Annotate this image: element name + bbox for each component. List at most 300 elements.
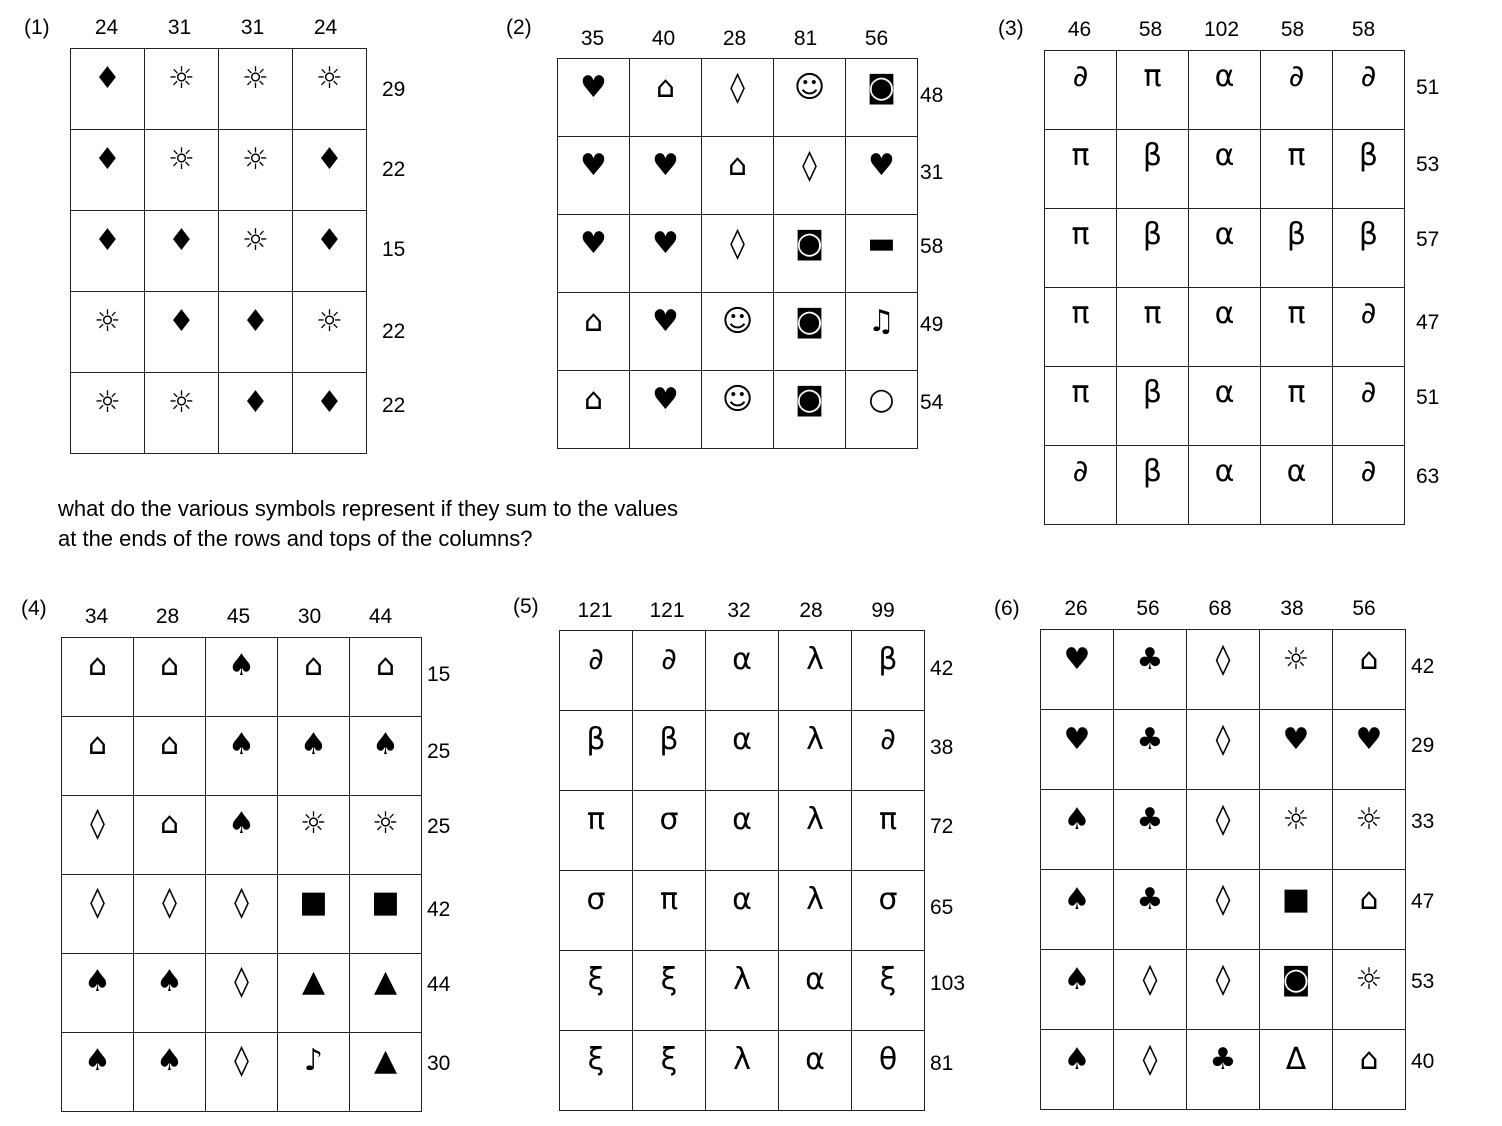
puzzle-4-column-sum: 30 xyxy=(297,605,322,628)
grid-cell xyxy=(1333,288,1405,367)
grid-cell xyxy=(1187,630,1260,710)
cell-symbol: ξ xyxy=(587,962,605,997)
puzzle-4-grid xyxy=(61,637,422,1112)
grid-row xyxy=(1041,1030,1406,1110)
puzzle-2-column-sum: 28 xyxy=(722,27,747,50)
cell-symbol: ♣ xyxy=(1136,882,1164,917)
puzzle-6-column-sum: 38 xyxy=(1280,597,1304,620)
grid-cell xyxy=(293,292,367,373)
grid-cell xyxy=(350,796,422,875)
grid-cell xyxy=(278,796,350,875)
cell-symbol: ☼ xyxy=(316,304,343,339)
puzzle-3-row-sum: 47 xyxy=(1416,311,1440,334)
grid-cell xyxy=(71,49,145,130)
grid-cell xyxy=(278,1033,350,1112)
cell-symbol: ☼ xyxy=(168,61,195,96)
puzzle-6-row-sum: 53 xyxy=(1411,970,1435,993)
cell-symbol: ☼ xyxy=(94,385,121,420)
cell-symbol: ▬ xyxy=(867,226,896,261)
grid-cell xyxy=(1333,130,1405,209)
cell-symbol: λ xyxy=(806,722,824,757)
cell-symbol: ♠ xyxy=(84,1043,111,1078)
cell-symbol: ∂ xyxy=(880,722,896,757)
grid-cell xyxy=(1114,630,1187,710)
puzzle-5-row-sum: 42 xyxy=(930,657,954,680)
cell-symbol: ◊ xyxy=(1215,882,1231,917)
grid-cell xyxy=(852,791,925,871)
puzzle-3-row-sum: 51 xyxy=(1416,76,1440,99)
cell-symbol: ☼ xyxy=(242,142,269,177)
puzzle-6-column-sum: 26 xyxy=(1064,597,1088,620)
grid-row xyxy=(560,871,925,951)
grid-cell xyxy=(62,796,134,875)
puzzle-3-row-sum: 57 xyxy=(1416,228,1440,251)
cell-symbol: ⌂ xyxy=(583,304,604,339)
puzzle-2-row-sum: 48 xyxy=(920,84,944,107)
puzzle-5-column-sum: 28 xyxy=(799,599,823,622)
grid-row xyxy=(1045,130,1405,209)
cell-symbol: ♥ xyxy=(580,148,607,183)
grid-cell xyxy=(1260,790,1333,870)
grid-cell xyxy=(1117,367,1189,446)
cell-symbol: π xyxy=(1287,375,1306,410)
grid-cell xyxy=(558,371,630,449)
cell-symbol: ◊ xyxy=(730,70,745,105)
cell-symbol: ⌂ xyxy=(583,382,604,417)
cell-symbol: α xyxy=(732,802,752,837)
grid-cell xyxy=(1261,209,1333,288)
cell-symbol: λ xyxy=(733,962,751,997)
cell-symbol: π xyxy=(1143,296,1162,331)
puzzle-1-column-sum: 31 xyxy=(167,16,192,39)
grid-cell xyxy=(1260,1030,1333,1110)
puzzle-5-label: (5) xyxy=(513,595,539,618)
question-text xyxy=(58,494,678,554)
grid-cell xyxy=(1333,1030,1406,1110)
puzzle-4-column-sum: 28 xyxy=(155,605,180,628)
grid-row xyxy=(1045,209,1405,288)
grid-cell xyxy=(779,791,852,871)
cell-symbol: ⌂ xyxy=(1359,1042,1379,1077)
puzzle-1-column-sum: 31 xyxy=(240,16,265,39)
grid-cell xyxy=(1260,870,1333,950)
grid-cell xyxy=(630,137,702,215)
cell-symbol: π xyxy=(878,802,898,837)
cell-symbol: π xyxy=(586,802,606,837)
cell-symbol: ♥ xyxy=(652,382,679,417)
puzzle-1-column-sum: 24 xyxy=(313,16,338,39)
grid-cell xyxy=(145,49,219,130)
cell-symbol: ◊ xyxy=(234,885,249,920)
puzzle-5-row-sum: 38 xyxy=(930,736,954,759)
grid-cell xyxy=(134,717,206,796)
grid-cell xyxy=(1187,710,1260,790)
cell-symbol: α xyxy=(732,642,752,677)
grid-cell xyxy=(560,1031,633,1111)
grid-cell xyxy=(1041,630,1114,710)
cell-symbol: β xyxy=(659,722,679,757)
cell-symbol: ◊ xyxy=(1215,802,1231,837)
cell-symbol: ■ xyxy=(1281,882,1311,917)
cell-symbol: ♥ xyxy=(868,148,895,183)
cell-symbol: ♥ xyxy=(652,226,679,261)
cell-symbol: α xyxy=(1214,296,1235,331)
cell-symbol: ♦ xyxy=(94,223,121,258)
grid-row xyxy=(1045,51,1405,130)
cell-symbol: ♠ xyxy=(156,964,183,999)
puzzle-4-row-sum: 44 xyxy=(427,973,451,996)
grid-cell xyxy=(706,871,779,951)
grid-cell xyxy=(134,796,206,875)
cell-symbol: ⌂ xyxy=(159,648,180,683)
grid-cell xyxy=(702,293,774,371)
cell-symbol: ◊ xyxy=(1215,722,1231,757)
cell-symbol: ξ xyxy=(660,1042,678,1077)
puzzle-4-row-sum: 15 xyxy=(427,663,451,686)
cell-symbol: ◊ xyxy=(90,885,105,920)
grid-cell xyxy=(630,215,702,293)
grid-cell xyxy=(774,137,846,215)
cell-symbol: ♥ xyxy=(1063,642,1091,677)
puzzle-3-column-sum: 102 xyxy=(1203,18,1240,41)
grid-cell xyxy=(62,717,134,796)
grid-cell xyxy=(1187,870,1260,950)
cell-symbol: ☼ xyxy=(168,385,195,420)
cell-symbol: ♠ xyxy=(1063,802,1091,837)
cell-symbol: α xyxy=(1214,138,1235,173)
puzzle-6-label: (6) xyxy=(994,597,1020,620)
cell-symbol: ♠ xyxy=(372,727,399,762)
grid-cell xyxy=(62,1033,134,1112)
cell-symbol: β xyxy=(1142,375,1163,410)
cell-symbol: ⌂ xyxy=(655,70,676,105)
cell-symbol: ∂ xyxy=(1072,59,1089,94)
puzzle-5-column-sum: 121 xyxy=(649,599,685,622)
cell-symbol: ◊ xyxy=(802,148,817,183)
cell-symbol: ⌂ xyxy=(87,727,108,762)
cell-symbol: σ xyxy=(659,802,679,837)
cell-symbol: ■ xyxy=(371,885,400,920)
grid-cell xyxy=(633,631,706,711)
puzzle-3-row-sum: 51 xyxy=(1416,386,1440,409)
cell-symbol: ◙ xyxy=(1281,962,1311,997)
cell-symbol: ☼ xyxy=(1282,802,1310,837)
cell-symbol: ♥ xyxy=(652,148,679,183)
cell-symbol: ☼ xyxy=(1282,642,1310,677)
grid-cell xyxy=(852,711,925,791)
grid-cell xyxy=(293,211,367,292)
grid-cell xyxy=(1189,209,1261,288)
grid-cell xyxy=(1260,630,1333,710)
grid-cell xyxy=(1333,51,1405,130)
grid-cell xyxy=(293,49,367,130)
cell-symbol: β xyxy=(586,722,606,757)
grid-row xyxy=(62,954,422,1033)
grid-row xyxy=(62,875,422,954)
puzzle-2-column-sum: 81 xyxy=(793,27,818,50)
cell-symbol: ◊ xyxy=(162,885,177,920)
cell-symbol: ♥ xyxy=(1282,722,1310,757)
grid-cell xyxy=(206,796,278,875)
grid-cell xyxy=(1117,130,1189,209)
cell-symbol: ☺ xyxy=(721,382,754,417)
puzzle-2-row-sum: 58 xyxy=(920,235,944,258)
grid-row xyxy=(1045,446,1405,525)
puzzle-3-row-sum: 53 xyxy=(1416,153,1440,176)
grid-cell xyxy=(1261,288,1333,367)
puzzle-2-label: (2) xyxy=(506,16,532,39)
grid-row xyxy=(62,796,422,875)
cell-symbol: ♠ xyxy=(1063,962,1091,997)
cell-symbol: ♠ xyxy=(1063,882,1091,917)
cell-symbol: ◊ xyxy=(1215,962,1231,997)
grid-cell xyxy=(71,292,145,373)
grid-cell xyxy=(1333,870,1406,950)
grid-cell xyxy=(706,791,779,871)
grid-cell xyxy=(1114,950,1187,1030)
cell-symbol: θ xyxy=(878,1042,898,1077)
cell-symbol: ◊ xyxy=(1215,642,1231,677)
puzzle-1-label: (1) xyxy=(24,16,50,39)
cell-symbol: α xyxy=(805,962,825,997)
cell-symbol: ♠ xyxy=(228,648,255,683)
grid-cell xyxy=(350,875,422,954)
cell-symbol: ☼ xyxy=(372,806,399,841)
cell-symbol: ⌂ xyxy=(159,727,180,762)
grid-cell xyxy=(1045,51,1117,130)
puzzle-6-column-sum: 68 xyxy=(1208,597,1232,620)
cell-symbol: ◙ xyxy=(794,304,825,339)
grid-cell xyxy=(633,791,706,871)
cell-symbol: ♫ xyxy=(868,304,895,339)
cell-symbol: ▲ xyxy=(301,964,326,999)
cell-symbol: ♣ xyxy=(1136,722,1164,757)
grid-cell xyxy=(846,215,918,293)
grid-cell xyxy=(633,951,706,1031)
cell-symbol: ⌂ xyxy=(159,806,180,841)
grid-cell xyxy=(558,137,630,215)
puzzle-2-column-sum: 40 xyxy=(651,27,676,50)
cell-symbol: ♣ xyxy=(1136,642,1164,677)
cell-symbol: ⌂ xyxy=(1359,882,1379,917)
grid-cell xyxy=(1041,870,1114,950)
grid-cell xyxy=(293,373,367,454)
grid-cell xyxy=(779,1031,852,1111)
cell-symbol: ♪ xyxy=(303,1043,324,1078)
grid-cell xyxy=(278,954,350,1033)
puzzle-5-column-sum: 121 xyxy=(577,599,613,622)
grid-cell xyxy=(630,371,702,449)
grid-row xyxy=(62,638,422,717)
grid-row xyxy=(558,137,918,215)
cell-symbol: ▲ xyxy=(373,1043,398,1078)
grid-cell xyxy=(706,711,779,791)
cell-symbol: β xyxy=(1142,138,1163,173)
cell-symbol: α xyxy=(732,882,752,917)
puzzle-6-row-sum: 40 xyxy=(1411,1050,1435,1073)
puzzle-6-row-sum: 33 xyxy=(1411,810,1435,833)
cell-symbol: ◙ xyxy=(794,382,825,417)
cell-symbol: ☼ xyxy=(1355,962,1383,997)
grid-cell xyxy=(1041,790,1114,870)
puzzle-1-grid xyxy=(70,48,367,454)
cell-symbol: ♥ xyxy=(580,226,607,261)
grid-row xyxy=(62,717,422,796)
grid-cell xyxy=(219,49,293,130)
grid-cell xyxy=(1045,288,1117,367)
grid-cell xyxy=(633,871,706,951)
grid-cell xyxy=(1114,710,1187,790)
grid-cell xyxy=(774,293,846,371)
grid-cell xyxy=(1261,130,1333,209)
grid-cell xyxy=(1333,630,1406,710)
grid-cell xyxy=(1045,130,1117,209)
grid-cell xyxy=(1333,950,1406,1030)
grid-cell xyxy=(134,875,206,954)
grid-cell xyxy=(71,130,145,211)
cell-symbol: α xyxy=(1286,454,1307,489)
cell-symbol: ♠ xyxy=(300,727,327,762)
puzzle-3-grid xyxy=(1044,50,1405,525)
cell-symbol: ♣ xyxy=(1136,802,1164,837)
cell-symbol: ◙ xyxy=(866,70,897,105)
grid-cell xyxy=(779,631,852,711)
grid-cell xyxy=(846,59,918,137)
puzzle-1-column-sum: 24 xyxy=(94,16,119,39)
grid-cell xyxy=(846,137,918,215)
grid-row xyxy=(560,711,925,791)
puzzle-3-column-sum: 58 xyxy=(1351,18,1376,41)
cell-symbol: α xyxy=(1214,217,1235,252)
puzzle-1-row-sum: 22 xyxy=(382,394,406,417)
grid-cell xyxy=(1117,446,1189,525)
cell-symbol: ☼ xyxy=(300,806,327,841)
grid-cell xyxy=(71,373,145,454)
grid-cell xyxy=(633,1031,706,1111)
grid-cell xyxy=(350,638,422,717)
grid-cell xyxy=(1261,446,1333,525)
grid-row xyxy=(62,1033,422,1112)
cell-symbol: ♠ xyxy=(228,727,255,762)
cell-symbol: ♥ xyxy=(1355,722,1383,757)
grid-cell xyxy=(1333,446,1405,525)
grid-cell xyxy=(852,871,925,951)
cell-symbol: ▲ xyxy=(373,964,398,999)
puzzle-1-row-sum: 15 xyxy=(382,238,406,261)
grid-row xyxy=(558,293,918,371)
cell-symbol: ♦ xyxy=(316,223,343,258)
grid-row xyxy=(560,791,925,871)
cell-symbol: π xyxy=(1287,296,1306,331)
grid-cell xyxy=(706,951,779,1031)
grid-cell xyxy=(278,875,350,954)
grid-row xyxy=(1045,367,1405,446)
cell-symbol: β xyxy=(1142,217,1163,252)
grid-cell xyxy=(558,215,630,293)
puzzle-2-column-sum: 56 xyxy=(864,27,889,50)
puzzle-4-row-sum: 25 xyxy=(427,815,451,838)
cell-symbol: ∂ xyxy=(1360,454,1377,489)
question-line-2: at the ends of the rows and tops of the columns? xyxy=(58,526,533,551)
cell-symbol: ∂ xyxy=(1288,59,1305,94)
cell-symbol: α xyxy=(1214,59,1235,94)
puzzle-4-column-sum: 44 xyxy=(368,605,393,628)
grid-cell xyxy=(1045,367,1117,446)
cell-symbol: ⌂ xyxy=(727,148,748,183)
grid-cell xyxy=(1187,790,1260,870)
grid-cell xyxy=(206,1033,278,1112)
cell-symbol: ◙ xyxy=(794,226,825,261)
puzzle-5-row-sum: 65 xyxy=(930,896,954,919)
grid-cell xyxy=(774,371,846,449)
cell-symbol: λ xyxy=(806,882,824,917)
cell-symbol: ☺ xyxy=(793,70,826,105)
grid-cell xyxy=(846,371,918,449)
cell-symbol: ♦ xyxy=(316,142,343,177)
grid-cell xyxy=(206,875,278,954)
cell-symbol: ∂ xyxy=(1072,454,1089,489)
question-line-1: what do the various symbols represent if they sum to the values xyxy=(58,496,678,521)
grid-cell xyxy=(219,292,293,373)
grid-cell xyxy=(206,717,278,796)
grid-cell xyxy=(1333,367,1405,446)
grid-cell xyxy=(1117,51,1189,130)
grid-cell xyxy=(206,638,278,717)
grid-cell xyxy=(1187,1030,1260,1110)
cell-symbol: ♥ xyxy=(1063,722,1091,757)
cell-symbol: α xyxy=(1214,375,1235,410)
grid-row xyxy=(1041,950,1406,1030)
grid-cell xyxy=(774,215,846,293)
grid-cell xyxy=(560,871,633,951)
grid-cell xyxy=(1261,51,1333,130)
puzzle-2-grid xyxy=(557,58,918,449)
grid-cell xyxy=(1189,288,1261,367)
puzzle-3-column-sum: 46 xyxy=(1067,18,1092,41)
cell-symbol: λ xyxy=(806,642,824,677)
cell-symbol: ☼ xyxy=(94,304,121,339)
cell-symbol: ⌂ xyxy=(87,648,108,683)
grid-cell xyxy=(1117,209,1189,288)
cell-symbol: ♥ xyxy=(580,70,607,105)
grid-cell xyxy=(350,717,422,796)
cell-symbol: ♦ xyxy=(316,385,343,420)
cell-symbol: ☼ xyxy=(1355,802,1383,837)
grid-cell xyxy=(134,954,206,1033)
grid-row xyxy=(558,215,918,293)
cell-symbol: ◊ xyxy=(1142,962,1158,997)
grid-cell xyxy=(219,211,293,292)
puzzle-1-row-sum: 22 xyxy=(382,158,406,181)
grid-cell xyxy=(846,293,918,371)
cell-symbol: ♥ xyxy=(652,304,679,339)
cell-symbol: σ xyxy=(586,882,606,917)
grid-cell xyxy=(219,373,293,454)
cell-symbol: ∂ xyxy=(588,642,604,677)
grid-cell xyxy=(145,211,219,292)
grid-cell xyxy=(1045,209,1117,288)
grid-cell xyxy=(633,711,706,791)
grid-row xyxy=(560,951,925,1031)
cell-symbol: ◊ xyxy=(1142,1042,1158,1077)
grid-cell xyxy=(558,59,630,137)
puzzle-4-column-sum: 34 xyxy=(84,605,109,628)
cell-symbol: π xyxy=(1071,138,1090,173)
cell-symbol: λ xyxy=(806,802,824,837)
grid-row xyxy=(558,371,918,449)
grid-cell xyxy=(560,951,633,1031)
puzzle-1-row-sum: 29 xyxy=(382,78,406,101)
